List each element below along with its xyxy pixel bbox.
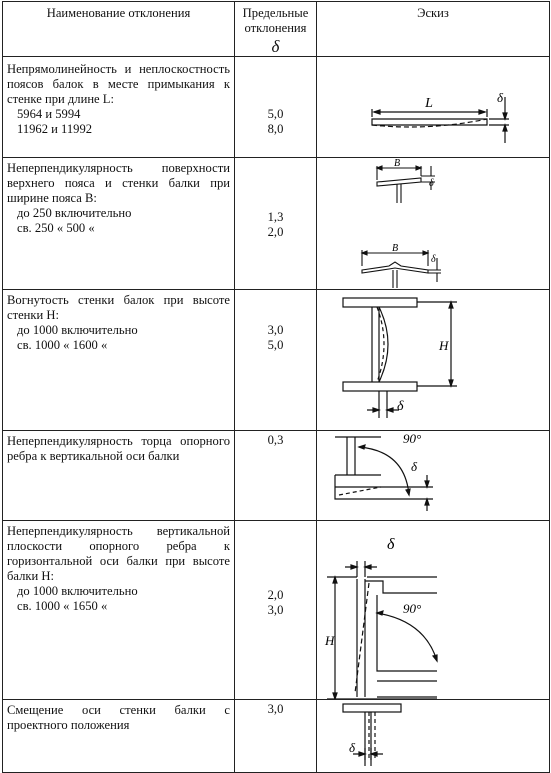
deviation-name-cell bbox=[3, 521, 235, 700]
sketch-cell bbox=[317, 431, 550, 521]
deviation-value-cell bbox=[235, 521, 317, 700]
sub-item: 11962 и 11992 bbox=[17, 122, 93, 136]
deviation-name-cell bbox=[3, 700, 235, 773]
header-deviation: Предельные отклонения δ bbox=[235, 2, 316, 54]
sub-item: до 250 включительно bbox=[17, 206, 132, 220]
header-row bbox=[3, 2, 550, 57]
table-row bbox=[3, 521, 550, 700]
sub-item: св. 1000 « 1600 « bbox=[17, 338, 108, 352]
table-row bbox=[3, 158, 550, 290]
delta-label: δ bbox=[429, 178, 434, 189]
sketch-cell bbox=[317, 57, 550, 158]
sketch-cell bbox=[317, 521, 550, 700]
deviation-value: 3,0 bbox=[267, 603, 284, 617]
deviation-value-cell bbox=[235, 158, 317, 290]
deviation-value-cell bbox=[235, 431, 317, 521]
table-row bbox=[3, 290, 550, 431]
deviation-value: 2,0 bbox=[267, 225, 284, 239]
deviation-value-cell bbox=[235, 57, 317, 158]
height-label: H bbox=[325, 633, 335, 648]
deviation-value: 3,0 bbox=[267, 323, 284, 337]
length-label: L bbox=[425, 96, 433, 111]
deviation-name: Неперпендикулярность вертикальной плоскости опорного ребра к горизонтальной оси балки при высоте балки H: bbox=[7, 524, 230, 583]
deviation-value: 0,3 bbox=[267, 433, 284, 447]
bearing-rib-end-sketch bbox=[317, 431, 550, 520]
deviation-name: Неперпендикулярность торца опорного ребра к вертикальной оси балки bbox=[7, 434, 230, 463]
deviation-name-cell bbox=[3, 431, 235, 521]
header-deviation-cell bbox=[235, 2, 317, 57]
deviations-table bbox=[2, 1, 550, 773]
sketch-cell bbox=[317, 700, 550, 773]
flange-curvature-sketch bbox=[317, 57, 550, 157]
sub-item: до 1000 включительно bbox=[17, 323, 138, 337]
sub-item: св. 250 « 500 « bbox=[17, 221, 95, 235]
deviation-name: Вогнутость стенки балок при высоте стенки H: bbox=[7, 293, 230, 322]
width-label: B bbox=[391, 243, 399, 254]
deviation-value-cell bbox=[235, 700, 317, 773]
sketch-cell bbox=[317, 290, 550, 431]
deviation-value: 5,0 bbox=[267, 338, 284, 352]
delta-label: δ bbox=[497, 90, 504, 105]
delta-label: δ bbox=[349, 740, 356, 755]
delta-label: δ bbox=[411, 459, 418, 474]
delta-label: δ bbox=[387, 536, 395, 553]
deviation-value: 2,0 bbox=[267, 588, 284, 602]
web-offset-sketch bbox=[317, 700, 550, 772]
sub-item: до 1000 включительно bbox=[17, 584, 138, 598]
deviation-name-cell bbox=[3, 158, 235, 290]
deviation-value: 8,0 bbox=[267, 122, 284, 136]
angle-label: 90° bbox=[403, 431, 422, 446]
rib-plane-sketch bbox=[317, 521, 550, 699]
deviation-value: 5,0 bbox=[267, 107, 284, 121]
flange-perpendicularity-sketch bbox=[317, 158, 550, 289]
deviation-name-cell bbox=[3, 290, 235, 431]
table-row bbox=[3, 700, 550, 773]
header-name: Наименование отклонения bbox=[46, 6, 191, 20]
deviation-name: Непрямолинейность и неплоскостность поясов балок в месте примыкания к стенке при длине L: bbox=[7, 62, 230, 106]
web-concavity-sketch bbox=[317, 290, 550, 430]
width-label: B bbox=[393, 158, 401, 169]
table-row bbox=[3, 57, 550, 158]
delta-label: δ bbox=[397, 399, 404, 414]
deviation-value-cell bbox=[235, 290, 317, 431]
header-sketch: Эскиз bbox=[417, 6, 449, 20]
header-sketch-cell bbox=[317, 2, 550, 57]
header-name-cell bbox=[3, 2, 235, 57]
deviation-name: Смещение оси стенки балки с проектного положения bbox=[7, 703, 230, 732]
angle-label: 90° bbox=[403, 601, 422, 616]
table-row bbox=[3, 431, 550, 521]
sub-item: св. 1000 « 1650 « bbox=[17, 599, 108, 613]
deviation-value: 3,0 bbox=[267, 702, 284, 716]
height-label: H bbox=[439, 338, 449, 353]
sub-item: 5964 и 5994 bbox=[17, 107, 81, 121]
sketch-cell bbox=[317, 158, 550, 290]
header-delta-symbol: δ bbox=[271, 37, 280, 56]
deviation-value: 1,3 bbox=[267, 210, 284, 224]
delta-label: δ bbox=[431, 254, 436, 265]
deviation-name-cell bbox=[3, 57, 235, 158]
deviation-name: Неперпендикулярность поверхности верхнего пояса и стенки балки при ширине пояса B: bbox=[7, 161, 230, 205]
